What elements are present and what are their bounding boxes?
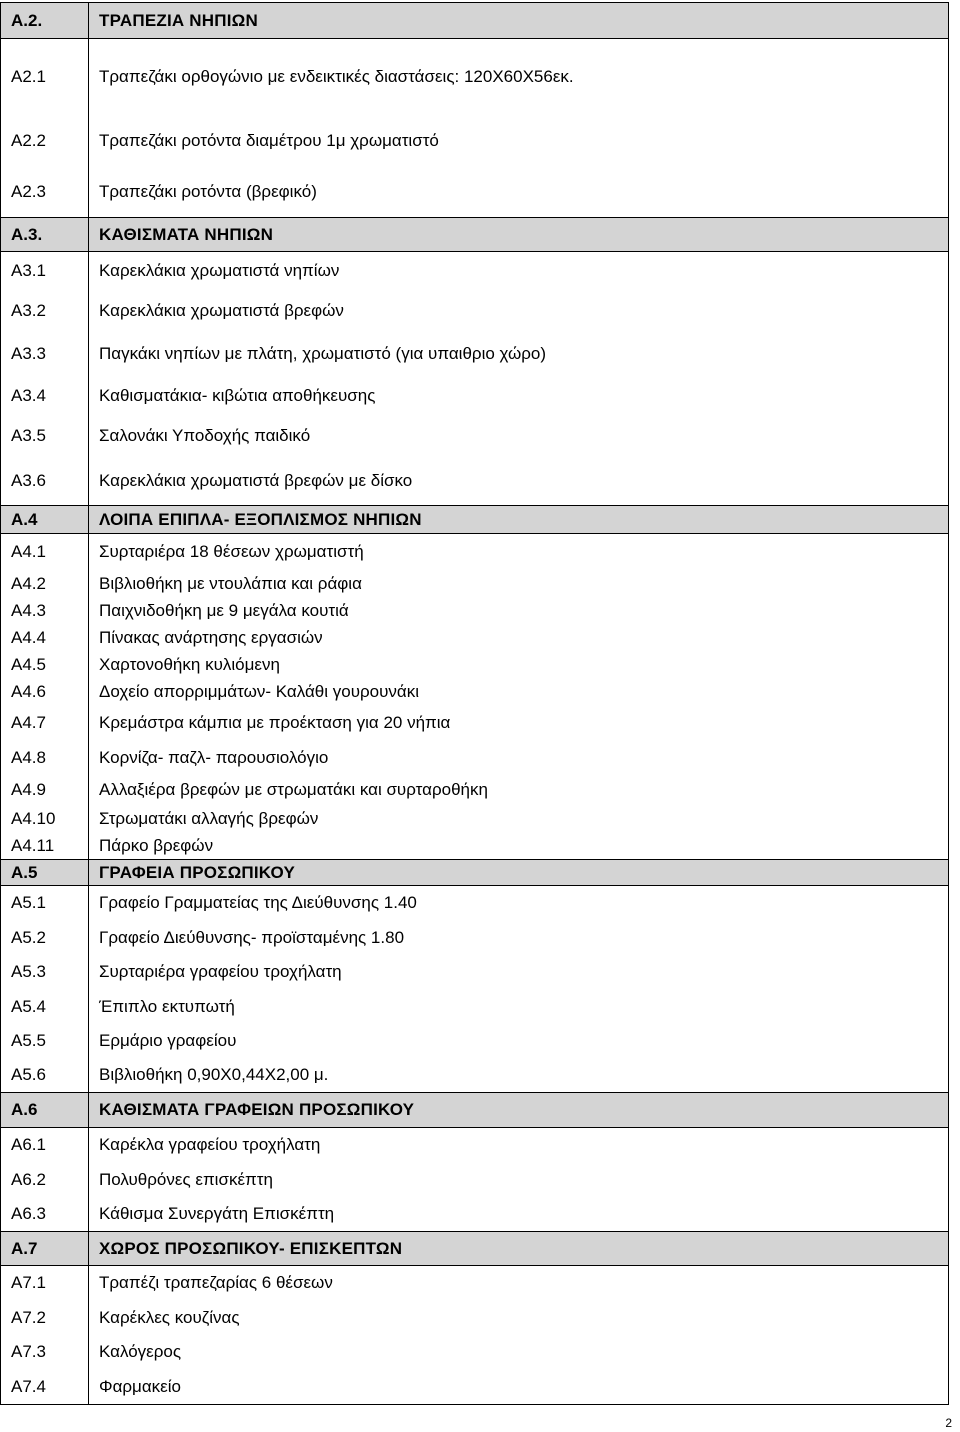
item-description: Πολυθρόνες επισκέπτη xyxy=(89,1163,949,1197)
table-row xyxy=(1,679,949,706)
item-description: Χαρτονοθήκη κυλιόμενη xyxy=(89,652,949,679)
item-description: Καθισματάκια- κιβώτια αποθήκευσης xyxy=(89,378,949,415)
table-row xyxy=(1,741,949,775)
item-description: Καρεκλάκια χρωματιστά νηπίων xyxy=(89,252,949,291)
item-description: Συρταριέρα γραφείου τροχήλατη xyxy=(89,955,949,990)
table-row xyxy=(1,534,949,571)
section-title: ΤΡΑΠΕΖΙΑ ΝΗΠΙΩΝ xyxy=(89,3,949,39)
item-code: Α4.5 xyxy=(1,652,89,679)
item-code: Α6.1 xyxy=(1,1128,89,1163)
item-code: Α3.4 xyxy=(1,378,89,415)
item-description: Καρεκλάκια χρωματιστά βρεφών με δίσκο xyxy=(89,458,949,506)
item-code: Α4.10 xyxy=(1,806,89,833)
item-description: Ερμάριο γραφείου xyxy=(89,1024,949,1058)
item-description: Παιχνιδοθήκη με 9 μεγάλα κουτιά xyxy=(89,598,949,625)
item-code: Α4.11 xyxy=(1,833,89,860)
table-row xyxy=(1,1163,949,1197)
page-number: 2 xyxy=(945,1416,952,1430)
section-header-row xyxy=(1,1232,949,1266)
table-row xyxy=(1,1370,949,1405)
item-code: Α6.2 xyxy=(1,1163,89,1197)
table-row xyxy=(1,252,949,291)
item-description: Γραφείο Διεύθυνσης- προϊσταμένης 1.80 xyxy=(89,921,949,955)
item-description: Κορνίζα- παζλ- παρουσιολόγιο xyxy=(89,741,949,775)
table-row xyxy=(1,415,949,458)
item-description: Συρταριέρα 18 θέσεων χρωματιστή xyxy=(89,534,949,571)
item-code: Α.4 xyxy=(1,506,89,534)
item-code: Α3.3 xyxy=(1,331,89,378)
item-code: Α3.1 xyxy=(1,252,89,291)
table-row xyxy=(1,458,949,506)
item-description: Πάρκο βρεφών xyxy=(89,833,949,860)
item-description: Πίνακας ανάρτησης εργασιών xyxy=(89,625,949,652)
item-description: Καρέκλες κουζίνας xyxy=(89,1301,949,1335)
item-description: Τραπεζάκι ροτόντα (βρεφικό) xyxy=(89,168,949,218)
item-description: Τραπέζι τραπεζαρίας 6 θέσεων xyxy=(89,1266,949,1301)
item-code: Α5.6 xyxy=(1,1058,89,1093)
section-header-row xyxy=(1,3,949,39)
item-code: Α4.4 xyxy=(1,625,89,652)
table-row xyxy=(1,378,949,415)
item-description: Δοχείο απορριμμάτων- Καλάθι γουρουνάκι xyxy=(89,679,949,706)
table-row xyxy=(1,955,949,990)
item-code: Α2.3 xyxy=(1,168,89,218)
item-code: Α.7 xyxy=(1,1232,89,1266)
item-code: Α3.2 xyxy=(1,291,89,331)
item-code: Α7.3 xyxy=(1,1335,89,1370)
table-row xyxy=(1,598,949,625)
item-description: Κρεμάστρα κάμπια με προέκταση για 20 νήπια xyxy=(89,706,949,741)
item-description: Βιβλιοθήκη με ντουλάπια και ράφια xyxy=(89,571,949,598)
item-code: Α4.8 xyxy=(1,741,89,775)
table-row xyxy=(1,806,949,833)
item-code: Α5.5 xyxy=(1,1024,89,1058)
table-row xyxy=(1,1024,949,1058)
item-code: Α2.1 xyxy=(1,39,89,115)
item-description: Βιβλιοθήκη 0,90Χ0,44Χ2,00 μ. xyxy=(89,1058,949,1093)
item-code: Α4.1 xyxy=(1,534,89,571)
item-description: Παγκάκι νηπίων με πλάτη, χρωματιστό (για υπαιθριο χώρο) xyxy=(89,331,949,378)
table-row xyxy=(1,1301,949,1335)
table-row xyxy=(1,39,949,115)
table-row xyxy=(1,1197,949,1232)
item-description: Στρωματάκι αλλαγής βρεφών xyxy=(89,806,949,833)
table-row xyxy=(1,833,949,860)
item-code: Α.3. xyxy=(1,218,89,252)
item-description: Σαλονάκι Υποδοχής παιδικό xyxy=(89,415,949,458)
item-code: Α2.2 xyxy=(1,115,89,168)
item-description: Φαρμακείο xyxy=(89,1370,949,1405)
item-code: Α4.2 xyxy=(1,571,89,598)
table-row xyxy=(1,331,949,378)
item-code: Α7.4 xyxy=(1,1370,89,1405)
item-description: Γραφείο Γραμματείας της Διεύθυνσης 1.40 xyxy=(89,886,949,921)
table-row xyxy=(1,291,949,331)
item-code: Α.5 xyxy=(1,860,89,886)
section-header-row xyxy=(1,860,949,886)
table-row xyxy=(1,652,949,679)
item-description: Έπιπλο εκτυπωτή xyxy=(89,990,949,1024)
item-code: Α5.2 xyxy=(1,921,89,955)
table-row xyxy=(1,1335,949,1370)
item-code: Α4.3 xyxy=(1,598,89,625)
section-header-row xyxy=(1,218,949,252)
section-title: ΚΑΘΙΣΜΑΤΑ ΓΡΑΦΕΙΩΝ ΠΡΟΣΩΠΙΚΟΥ xyxy=(89,1093,949,1128)
item-code: Α4.6 xyxy=(1,679,89,706)
item-description: Καρεκλάκια χρωματιστά βρεφών xyxy=(89,291,949,331)
item-description: Καλόγερος xyxy=(89,1335,949,1370)
table-row xyxy=(1,168,949,218)
section-title: ΛΟΙΠΑ ΕΠΙΠΛΑ- ΕΞΟΠΛΙΣΜΟΣ ΝΗΠΙΩΝ xyxy=(89,506,949,534)
table-row xyxy=(1,1266,949,1301)
table-row xyxy=(1,886,949,921)
item-code: Α4.7 xyxy=(1,706,89,741)
table-row xyxy=(1,625,949,652)
table-row xyxy=(1,921,949,955)
item-code: Α.6 xyxy=(1,1093,89,1128)
section-header-row xyxy=(1,1093,949,1128)
item-code: Α7.1 xyxy=(1,1266,89,1301)
item-description: Καρέκλα γραφείου τροχήλατη xyxy=(89,1128,949,1163)
section-title: ΧΩΡΟΣ ΠΡΟΣΩΠΙΚΟΥ- ΕΠΙΣΚΕΠΤΩΝ xyxy=(89,1232,949,1266)
item-code: Α5.4 xyxy=(1,990,89,1024)
table-row xyxy=(1,775,949,806)
item-code: Α5.1 xyxy=(1,886,89,921)
table-row xyxy=(1,1128,949,1163)
item-code: Α6.3 xyxy=(1,1197,89,1232)
table-row xyxy=(1,990,949,1024)
item-code: Α4.9 xyxy=(1,775,89,806)
item-code: Α.2. xyxy=(1,3,89,39)
item-code: Α7.2 xyxy=(1,1301,89,1335)
item-code: Α3.5 xyxy=(1,415,89,458)
table-row xyxy=(1,706,949,741)
item-code: Α5.3 xyxy=(1,955,89,990)
section-header-row xyxy=(1,506,949,534)
item-code: Α3.6 xyxy=(1,458,89,506)
item-description: Τραπεζάκι ορθογώνιο με ενδεικτικές διαστάσεις: 120Χ60Χ56εκ. xyxy=(89,39,949,115)
table-row xyxy=(1,1058,949,1093)
section-title: ΚΑΘΙΣΜΑΤΑ ΝΗΠΙΩΝ xyxy=(89,218,949,252)
table-row xyxy=(1,571,949,598)
item-description: Αλλαξιέρα βρεφών με στρωματάκι και συρταροθήκη xyxy=(89,775,949,806)
equipment-table xyxy=(0,2,949,1405)
item-description: Τραπεζάκι ροτόντα διαμέτρου 1μ χρωματιστό xyxy=(89,115,949,168)
item-description: Κάθισμα Συνεργάτη Επισκέπτη xyxy=(89,1197,949,1232)
table-row xyxy=(1,115,949,168)
section-title: ΓΡΑΦΕΙΑ ΠΡΟΣΩΠΙΚΟΥ xyxy=(89,860,949,886)
